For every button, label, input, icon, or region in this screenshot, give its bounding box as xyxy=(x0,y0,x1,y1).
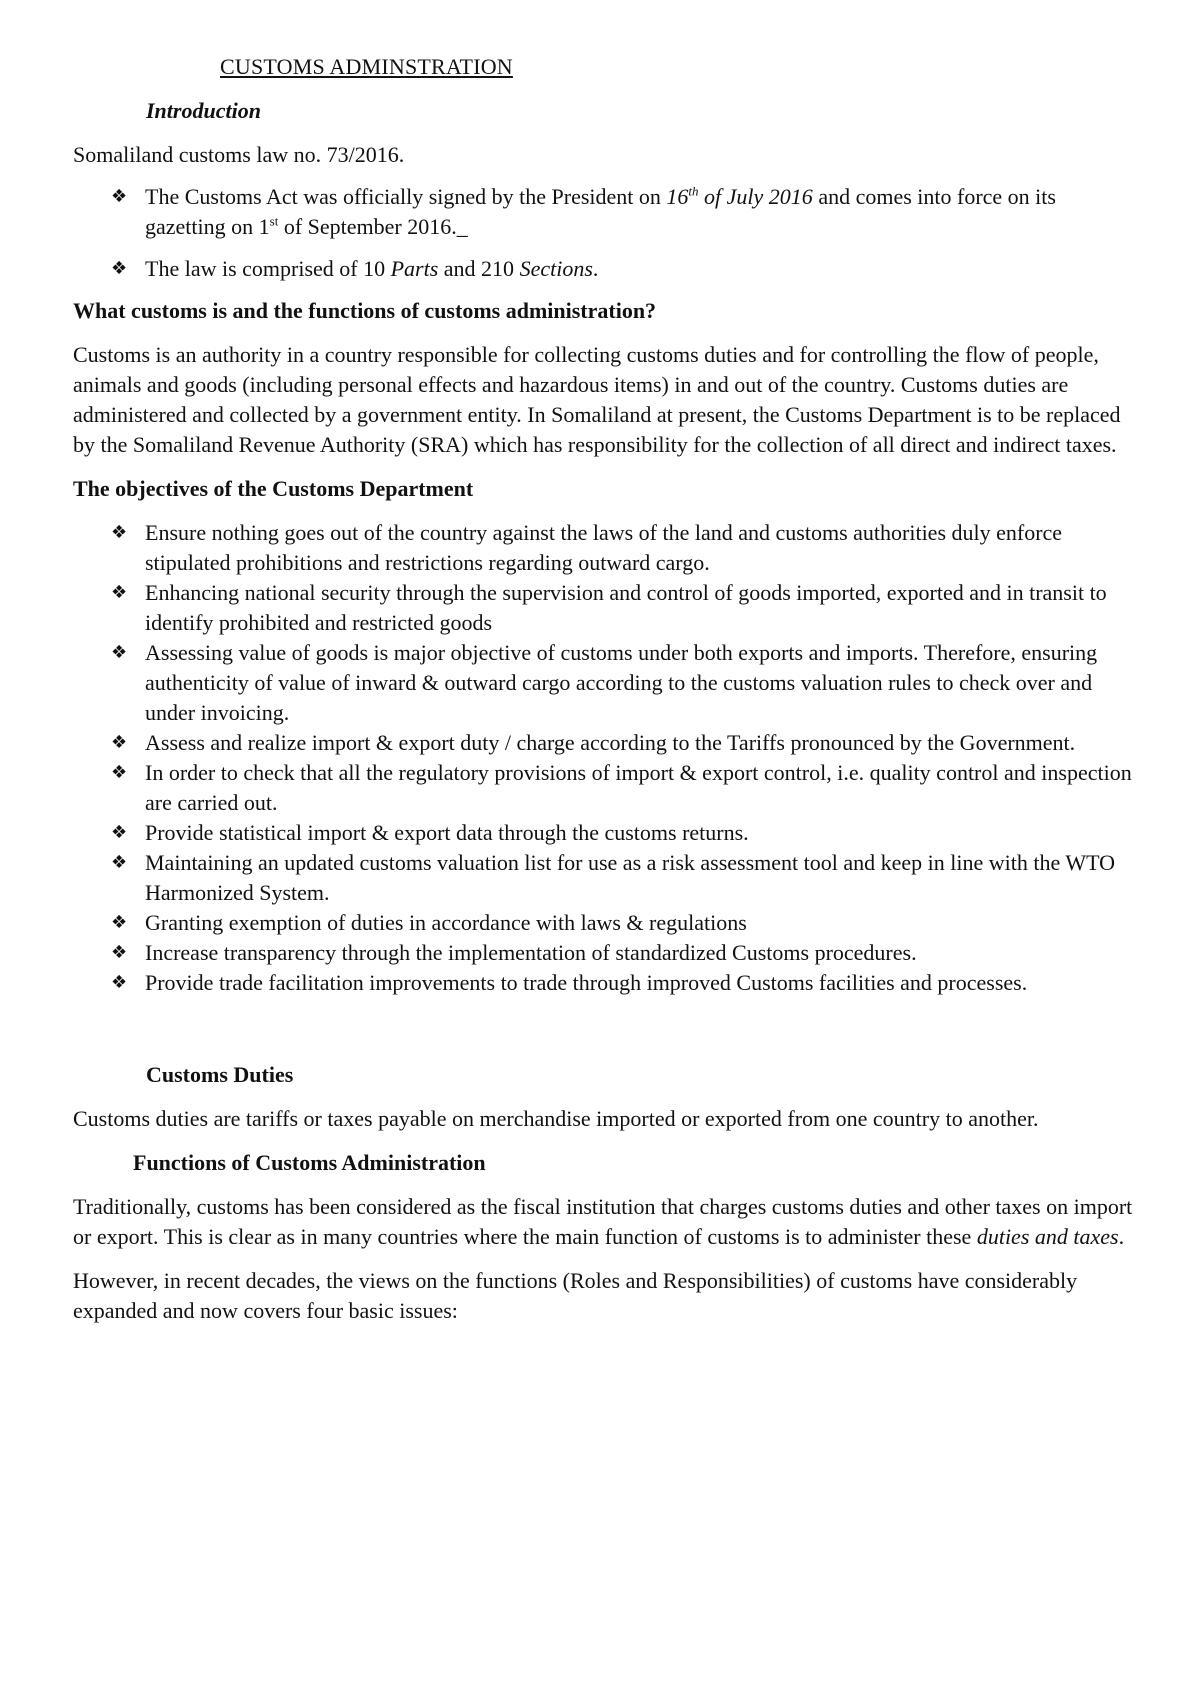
diamond-bullet-icon: ❖ xyxy=(111,852,128,873)
act-signed-date: 16th of July 2016 xyxy=(666,183,813,209)
objective-text: Granting exemption of duties in accordance with laws & regulations xyxy=(145,910,747,935)
duties-and-taxes-emphasis: duties and taxes xyxy=(976,1224,1119,1249)
what-customs-heading: What customs is and the functions of customs administration? xyxy=(73,298,657,323)
intro-heading: Introduction xyxy=(146,98,261,123)
objective-item xyxy=(73,518,1133,578)
what-customs-paragraph: Customs is an authority in a country responsible for collecting customs duties and for controlling the flow of people, animals and goods (including personal effects and hazardous items) in and out of the country. Customs duties are administered and collected by a government entity. In Somaliland at present, the Customs Department is to be replaced by the Somaliland Revenue Authority (SRA) which has responsibility for the collection of all direct and indirect taxes. xyxy=(73,342,1121,457)
objective-text: Assess and realize import & export duty / charge according to the Tariffs pronounced by the Government. xyxy=(145,730,1076,755)
functions-paragraph-1-text: Traditionally, customs has been considered as the fiscal institution that charges customs duties and other taxes on import or export. This is clear as in many countries where the main function of customs is to administer these xyxy=(73,1194,1133,1249)
diamond-bullet-icon: ❖ xyxy=(111,732,128,753)
diamond-bullet-icon: ❖ xyxy=(111,942,128,963)
diamond-bullet-icon: ❖ xyxy=(111,582,128,603)
objective-item xyxy=(73,908,1133,938)
act-parts-label: Parts xyxy=(390,256,439,281)
functions-paragraph-1 xyxy=(73,1192,1133,1252)
section-spacer xyxy=(73,998,1133,1060)
diamond-bullet-icon: ❖ xyxy=(111,186,128,207)
act-gazette-date: of September 2016._ xyxy=(278,214,468,239)
act-sections-text: and 210 xyxy=(438,256,520,281)
act-sections-label: Sections xyxy=(519,256,593,281)
objective-item xyxy=(73,758,1133,818)
functions-heading: Functions of Customs Administration xyxy=(133,1150,486,1175)
objective-text: Ensure nothing goes out of the country against the laws of the land and customs authorities duly enforce stipulated prohibitions and restrictions regarding outward cargo. xyxy=(145,520,1063,575)
objective-item xyxy=(73,638,1133,728)
objective-text: Enhancing national security through the supervision and control of goods imported, exported and in transit to identify prohibited and restricted goods xyxy=(145,580,1107,635)
act-parts-text: The law is comprised of 10 xyxy=(145,256,391,281)
diamond-bullet-icon: ❖ xyxy=(111,258,128,279)
diamond-bullet-icon: ❖ xyxy=(111,762,128,783)
document-title: CUSTOMS ADMINSTRATION xyxy=(220,54,513,79)
act-bullet-parts xyxy=(73,254,1133,284)
objective-item xyxy=(73,818,1133,848)
objective-item xyxy=(73,968,1133,998)
customs-duties-heading: Customs Duties xyxy=(146,1062,294,1087)
law-reference: Somaliland customs law no. 73/2016. xyxy=(73,142,405,167)
objective-text: Provide trade facilitation improvements to trade through improved Customs facilities and processes. xyxy=(145,970,1028,995)
act-signed-text: The Customs Act was officially signed by the President on xyxy=(145,184,667,209)
customs-duties-paragraph: Customs duties are tariffs or taxes payable on merchandise imported or exported from one country to another. xyxy=(73,1106,1039,1131)
objectives-list xyxy=(73,518,1133,998)
document-page xyxy=(73,52,1133,1340)
objective-item xyxy=(73,938,1133,968)
objective-text: Increase transparency through the implementation of standardized Customs procedures. xyxy=(145,940,917,965)
objective-text: Assessing value of goods is major objective of customs under both exports and imports. Therefore, ensuring authenticity of value of inward & outward cargo according to the customs valuation rules to check over and under invoicing. xyxy=(145,640,1098,725)
diamond-bullet-icon: ❖ xyxy=(111,972,128,993)
act-bullet-list xyxy=(73,182,1133,284)
ordinal-suffix: st xyxy=(269,213,279,229)
diamond-bullet-icon: ❖ xyxy=(111,822,128,843)
functions-paragraph-1-period: . xyxy=(1118,1224,1125,1249)
objective-item xyxy=(73,578,1133,638)
objective-item xyxy=(73,728,1133,758)
objectives-heading: The objectives of the Customs Department xyxy=(73,476,474,501)
act-period: . xyxy=(592,256,599,281)
objective-text: In order to check that all the regulatory provisions of import & export control, i.e. quality control and inspection are carried out. xyxy=(145,760,1132,815)
objective-item xyxy=(73,848,1133,908)
objective-text: Provide statistical import & export data through the customs returns. xyxy=(145,820,749,845)
functions-paragraph-2: However, in recent decades, the views on the functions (Roles and Responsibilities) of customs have considerably expanded and now covers four basic issues: xyxy=(73,1268,1078,1323)
act-gazette-text: and comes into force on its gazetting on 1 xyxy=(145,184,1056,239)
diamond-bullet-icon: ❖ xyxy=(111,522,128,543)
act-bullet-signed xyxy=(73,182,1133,242)
objective-text: Maintaining an updated customs valuation list for use as a risk assessment tool and keep in line with the WTO Harmonized System. xyxy=(145,850,1116,905)
diamond-bullet-icon: ❖ xyxy=(111,642,128,663)
diamond-bullet-icon: ❖ xyxy=(111,912,128,933)
